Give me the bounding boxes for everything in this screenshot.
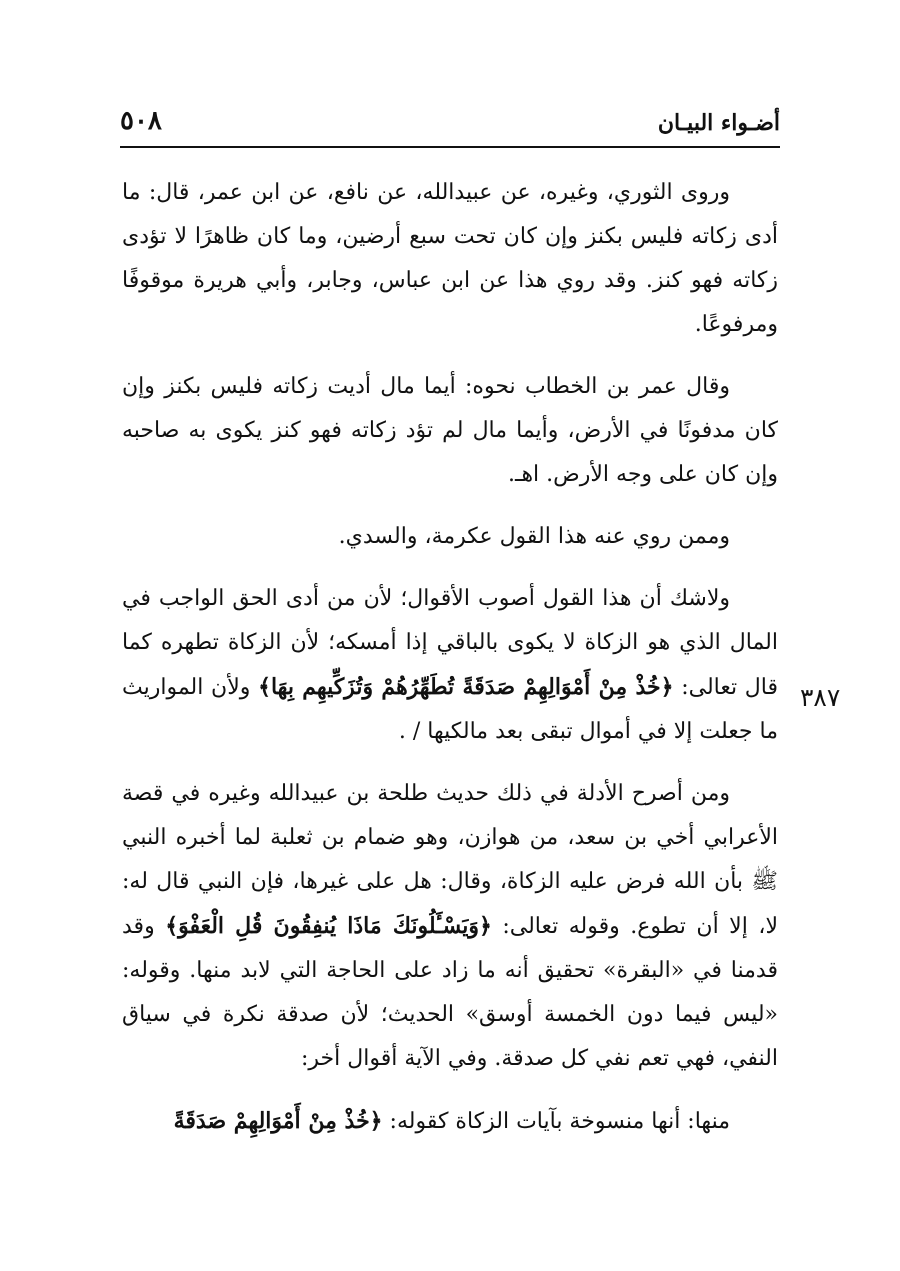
paragraph-3 — [122, 515, 778, 559]
paragraph-text: ولاشك أن هذا القول أصوب الأقوال؛ لأن من أدى الحق الواجب في المال الذي هو الزكاة لا يكوى بالباقي إذا أمسكه؛ لأن الزكاة تطهره كما قال تعالى: — [122, 586, 778, 700]
paragraph-text: وقد قدمنا في «البقرة» تحقيق أنه ما زاد على الحاجة التي لابد منها. وقوله: «ليس فيما دون الخمسة أوسق» الحديث؛ لأن صدقة نكرة في سياق النفي، فهي تعم نفي كل صدقة. وفي الآية أقوال أخر: — [122, 914, 778, 1071]
paragraph-6 — [122, 1099, 778, 1144]
paragraph-text: وقال عمر بن الخطاب نحوه: أيما مال أديت زكاته فليس بكنز وإن كان مدفونًا في الأرض، وأيما مال لم تؤد زكاته فهو كنز يكوى به صاحبه وإن كان على وجه الأرض. اهـ. — [122, 374, 778, 487]
quran-verse: ﴿خُذْ مِنْ أَمْوَالِهِمْ صَدَقَةً — [173, 1108, 383, 1134]
paragraph-4 — [122, 577, 778, 754]
paragraph-text: ومن أصرح الأدلة في ذلك حديث طلحة بن عبيدالله وغيره في قصة الأعرابي أخي بن سعد، من هوازن، وهو ضمام بن ثعلبة لما أخبره النبي ﷺ بأن الله فرض عليه الزكاة، وقال: هل على غيرها، فإن النبي قال له: لا، إلا أن تطوع. وقوله تعالى: — [122, 781, 778, 939]
paragraph-2 — [122, 365, 778, 497]
body-text — [122, 171, 778, 1144]
paragraph-5 — [122, 772, 778, 1081]
quran-verse: ﴿خُذْ مِنْ أَمْوَالِهِمْ صَدَقَةً تُطَهِّرُهُمْ وَتُزَكِّيهِم بِهَا﴾ — [258, 674, 674, 700]
quran-verse: ﴿وَيَسْـَٔلُونَكَ مَاذَا يُنفِقُونَ قُلِ الْعَفْوَ﴾ — [165, 913, 492, 939]
book-title: أضـواء البيـان — [657, 110, 780, 136]
margin-page-reference: ٣٨٧ — [800, 683, 841, 712]
paragraph-1 — [122, 171, 778, 347]
running-header — [120, 104, 780, 148]
paragraph-text: وروى الثوري، وغيره، عن عبيدالله، عن نافع، عن ابن عمر، قال: ما أدى زكاته فليس بكنز وإن كان تحت سبع أرضين، وما كان ظاهرًا لا تؤدى زكاته فهو كنز. وقد روي هذا عن ابن عباس، وجابر، وأبي هريرة موقوفًا ومرفوعًا. — [122, 180, 778, 337]
paragraph-text: ولأن المواريث ما جعلت إلا في أموال تبقى بعد مالكيها / . — [122, 675, 778, 744]
page-number: ٥٠٨ — [120, 106, 162, 136]
paragraph-text: منها: أنها منسوخة بآيات الزكاة كقوله: — [382, 1109, 730, 1134]
paragraph-text: وممن روي عنه هذا القول عكرمة، والسدي. — [338, 524, 730, 549]
